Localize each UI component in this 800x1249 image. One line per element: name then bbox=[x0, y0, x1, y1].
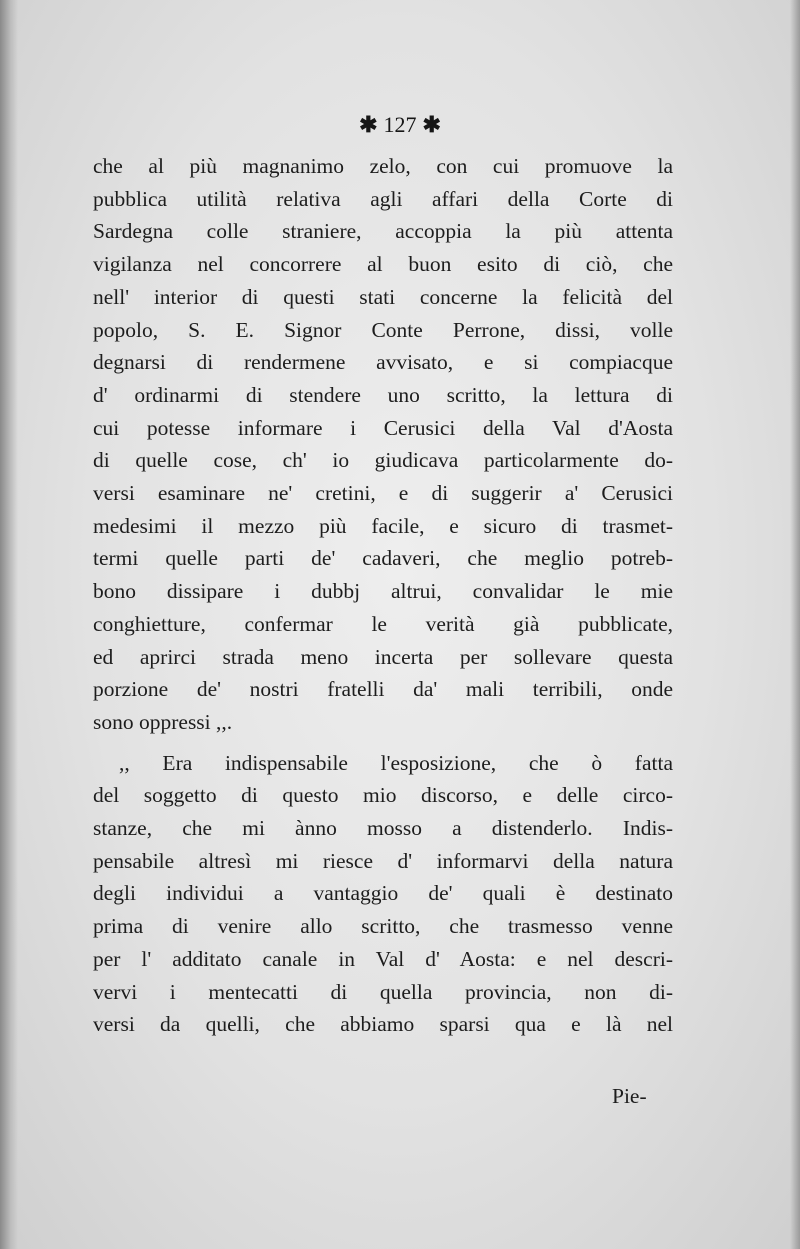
text-line: bono dissipare i dubbj altrui, convalidar le mie bbox=[93, 579, 673, 604]
page-number: 127 bbox=[383, 112, 417, 137]
text-line: prima di venire allo scritto, che trasmesso venne bbox=[93, 914, 673, 939]
paragraph-gap bbox=[93, 739, 673, 747]
text-line: cui potesse informare i Cerusici della Val d'Aosta bbox=[93, 415, 673, 440]
paragraph-1 bbox=[93, 150, 673, 739]
text-line: che al più magnanimo zelo, con cui promuove la bbox=[93, 154, 673, 178]
page-edge-shadow-right bbox=[790, 0, 800, 1249]
text-line: conghietture, confermar le verità già pubblicate, bbox=[93, 611, 673, 636]
text-line: degnarsi di rendermene avvisato, e si compiacque bbox=[93, 350, 673, 375]
text-line: versi da quelli, che abbiamo sparsi qua e là nel bbox=[93, 1012, 673, 1037]
text-line: popolo, S. E. Signor Conte Perrone, dissi, volle bbox=[93, 317, 673, 342]
text-line: nell' interior di questi stati concerne la felicità del bbox=[93, 284, 673, 309]
text-line: medesimi il mezzo più facile, e sicuro di trasmet- bbox=[93, 513, 673, 538]
text-line: ,, Era indispensabile l'esposizione, che ò fatta bbox=[119, 750, 673, 775]
text-line: degli individui a vantaggio de' quali è destinato bbox=[93, 881, 673, 906]
text-line: d' ordinarmi di stendere uno scritto, la lettura di bbox=[93, 382, 673, 407]
text-line: termi quelle parti de' cadaveri, che meglio potreb- bbox=[93, 546, 673, 571]
paragraph-2 bbox=[93, 747, 673, 1041]
page-header bbox=[0, 112, 800, 138]
text-line: porzione de' nostri fratelli da' mali terribili, onde bbox=[93, 677, 673, 702]
text-line: pubblica utilità relativa agli affari della Corte di bbox=[93, 186, 673, 211]
text-line: Sardegna colle straniere, accoppia la più attenta bbox=[93, 219, 673, 244]
text-line: stanze, che mi ànno mosso a distenderlo. Indis- bbox=[93, 816, 673, 841]
text-line: ed aprirci strada meno incerta per sollevare questa bbox=[93, 644, 673, 669]
text-line: vervi i mentecatti di quella provincia, non di- bbox=[93, 979, 673, 1004]
text-line: pensabile altresì mi riesce d' informarvi della natura bbox=[93, 848, 673, 873]
catchword: Pie- bbox=[612, 1084, 647, 1108]
text-line: di quelle cose, ch' io giudicava particolarmente do- bbox=[93, 448, 673, 473]
text-line: per l' additato canale in Val d' Aosta: e nel descri- bbox=[93, 946, 673, 971]
body-text bbox=[93, 150, 673, 1041]
ornament-left: ✱ bbox=[359, 112, 378, 137]
ornament-right: ✱ bbox=[422, 112, 441, 137]
text-line: vigilanza nel concorrere al buon esito di ciò, che bbox=[93, 252, 673, 277]
text-line: del soggetto di questo mio discorso, e delle circo- bbox=[93, 783, 673, 808]
text-line: sono oppressi ,,. bbox=[93, 709, 233, 734]
text-line: versi esaminare ne' cretini, e di suggerir a' Cerusici bbox=[93, 481, 673, 506]
page-edge-shadow-left bbox=[0, 0, 18, 1249]
